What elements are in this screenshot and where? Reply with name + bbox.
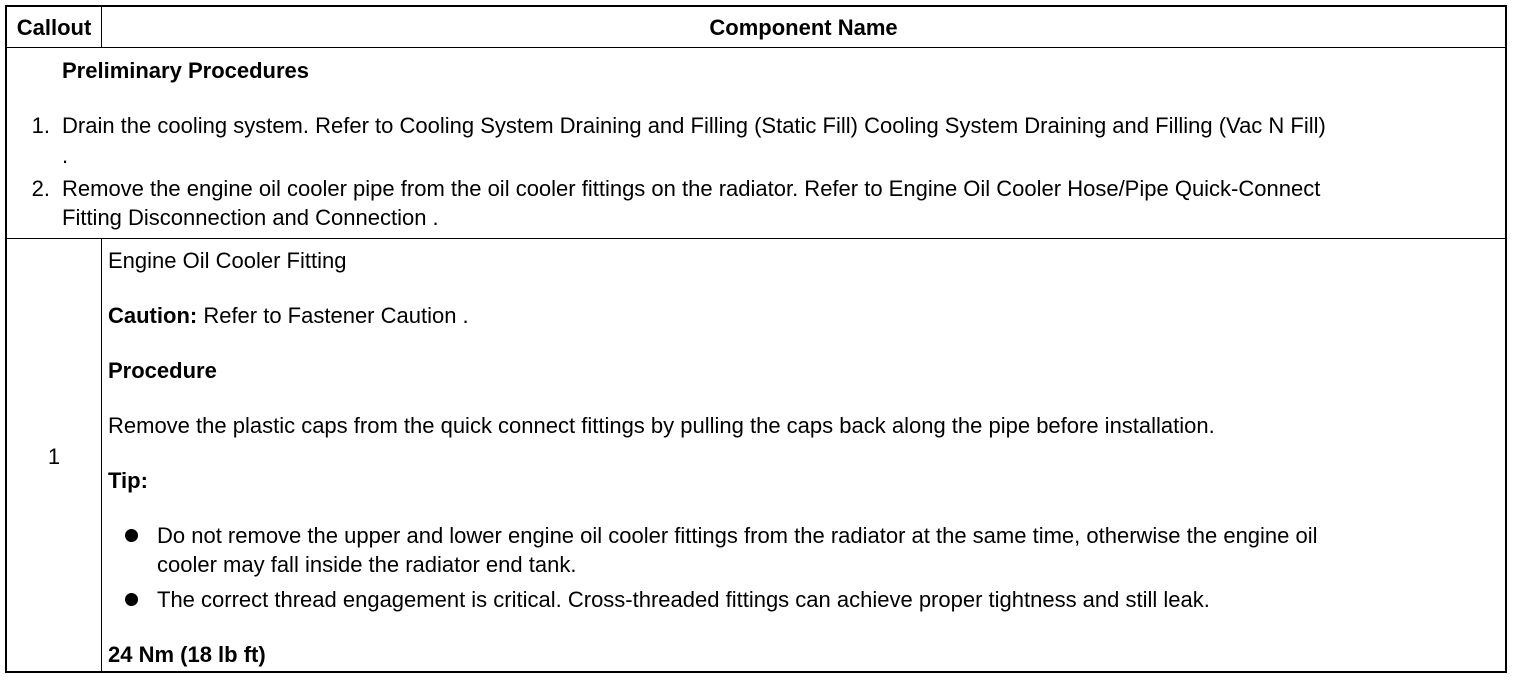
procedure-text: Remove the plastic caps from the quick connect fittings by pulling the caps back along the pipe before installation. [108, 413, 1215, 438]
caution-text: Refer to Fastener Caution . [197, 303, 469, 328]
bullet-icon [125, 593, 138, 606]
header-divider [5, 47, 1507, 48]
header-callout: Callout [16, 15, 92, 40]
preliminary-heading: Preliminary Procedures [62, 58, 310, 83]
tip-text-line: Do not remove the upper and lower engine oil cooler fittings from the radiator at the same time, otherwise the engine oil [157, 523, 1318, 548]
caution-note [108, 302, 469, 330]
callout-column-divider-row [101, 238, 102, 673]
tip-label: Tip: [108, 468, 148, 493]
header-component-name: Component Name [709, 15, 898, 40]
step-text-line: Fitting Disconnection and Connection . [62, 205, 439, 230]
torque-spec: 24 Nm (18 lb ft) [108, 642, 266, 667]
component-name: Engine Oil Cooler Fitting [108, 248, 347, 273]
tip-text-line: The correct thread engagement is critical. Cross-threaded fittings can achieve proper tightness and still leak. [157, 587, 1210, 612]
callout-number: 1 [47, 444, 61, 469]
step-number: 2. [31, 176, 50, 201]
tip-text-line: cooler may fall inside the radiator end tank. [157, 552, 577, 577]
step-text-line: . [62, 143, 69, 168]
procedure-heading: Procedure [108, 358, 217, 383]
step-text-line: Drain the cooling system. Refer to Cooling System Draining and Filling (Static Fill) Cooling System Draining and Filling (Vac N Fill) [62, 113, 1326, 138]
preliminary-divider [5, 238, 1507, 239]
bullet-icon [125, 529, 138, 542]
step-number: 1. [31, 113, 50, 138]
step-text-line: Remove the engine oil cooler pipe from the oil cooler fittings on the radiator. Refer to Engine Oil Cooler Hose/Pipe Quick-Connect [62, 176, 1321, 201]
caution-label: Caution: [108, 303, 198, 328]
